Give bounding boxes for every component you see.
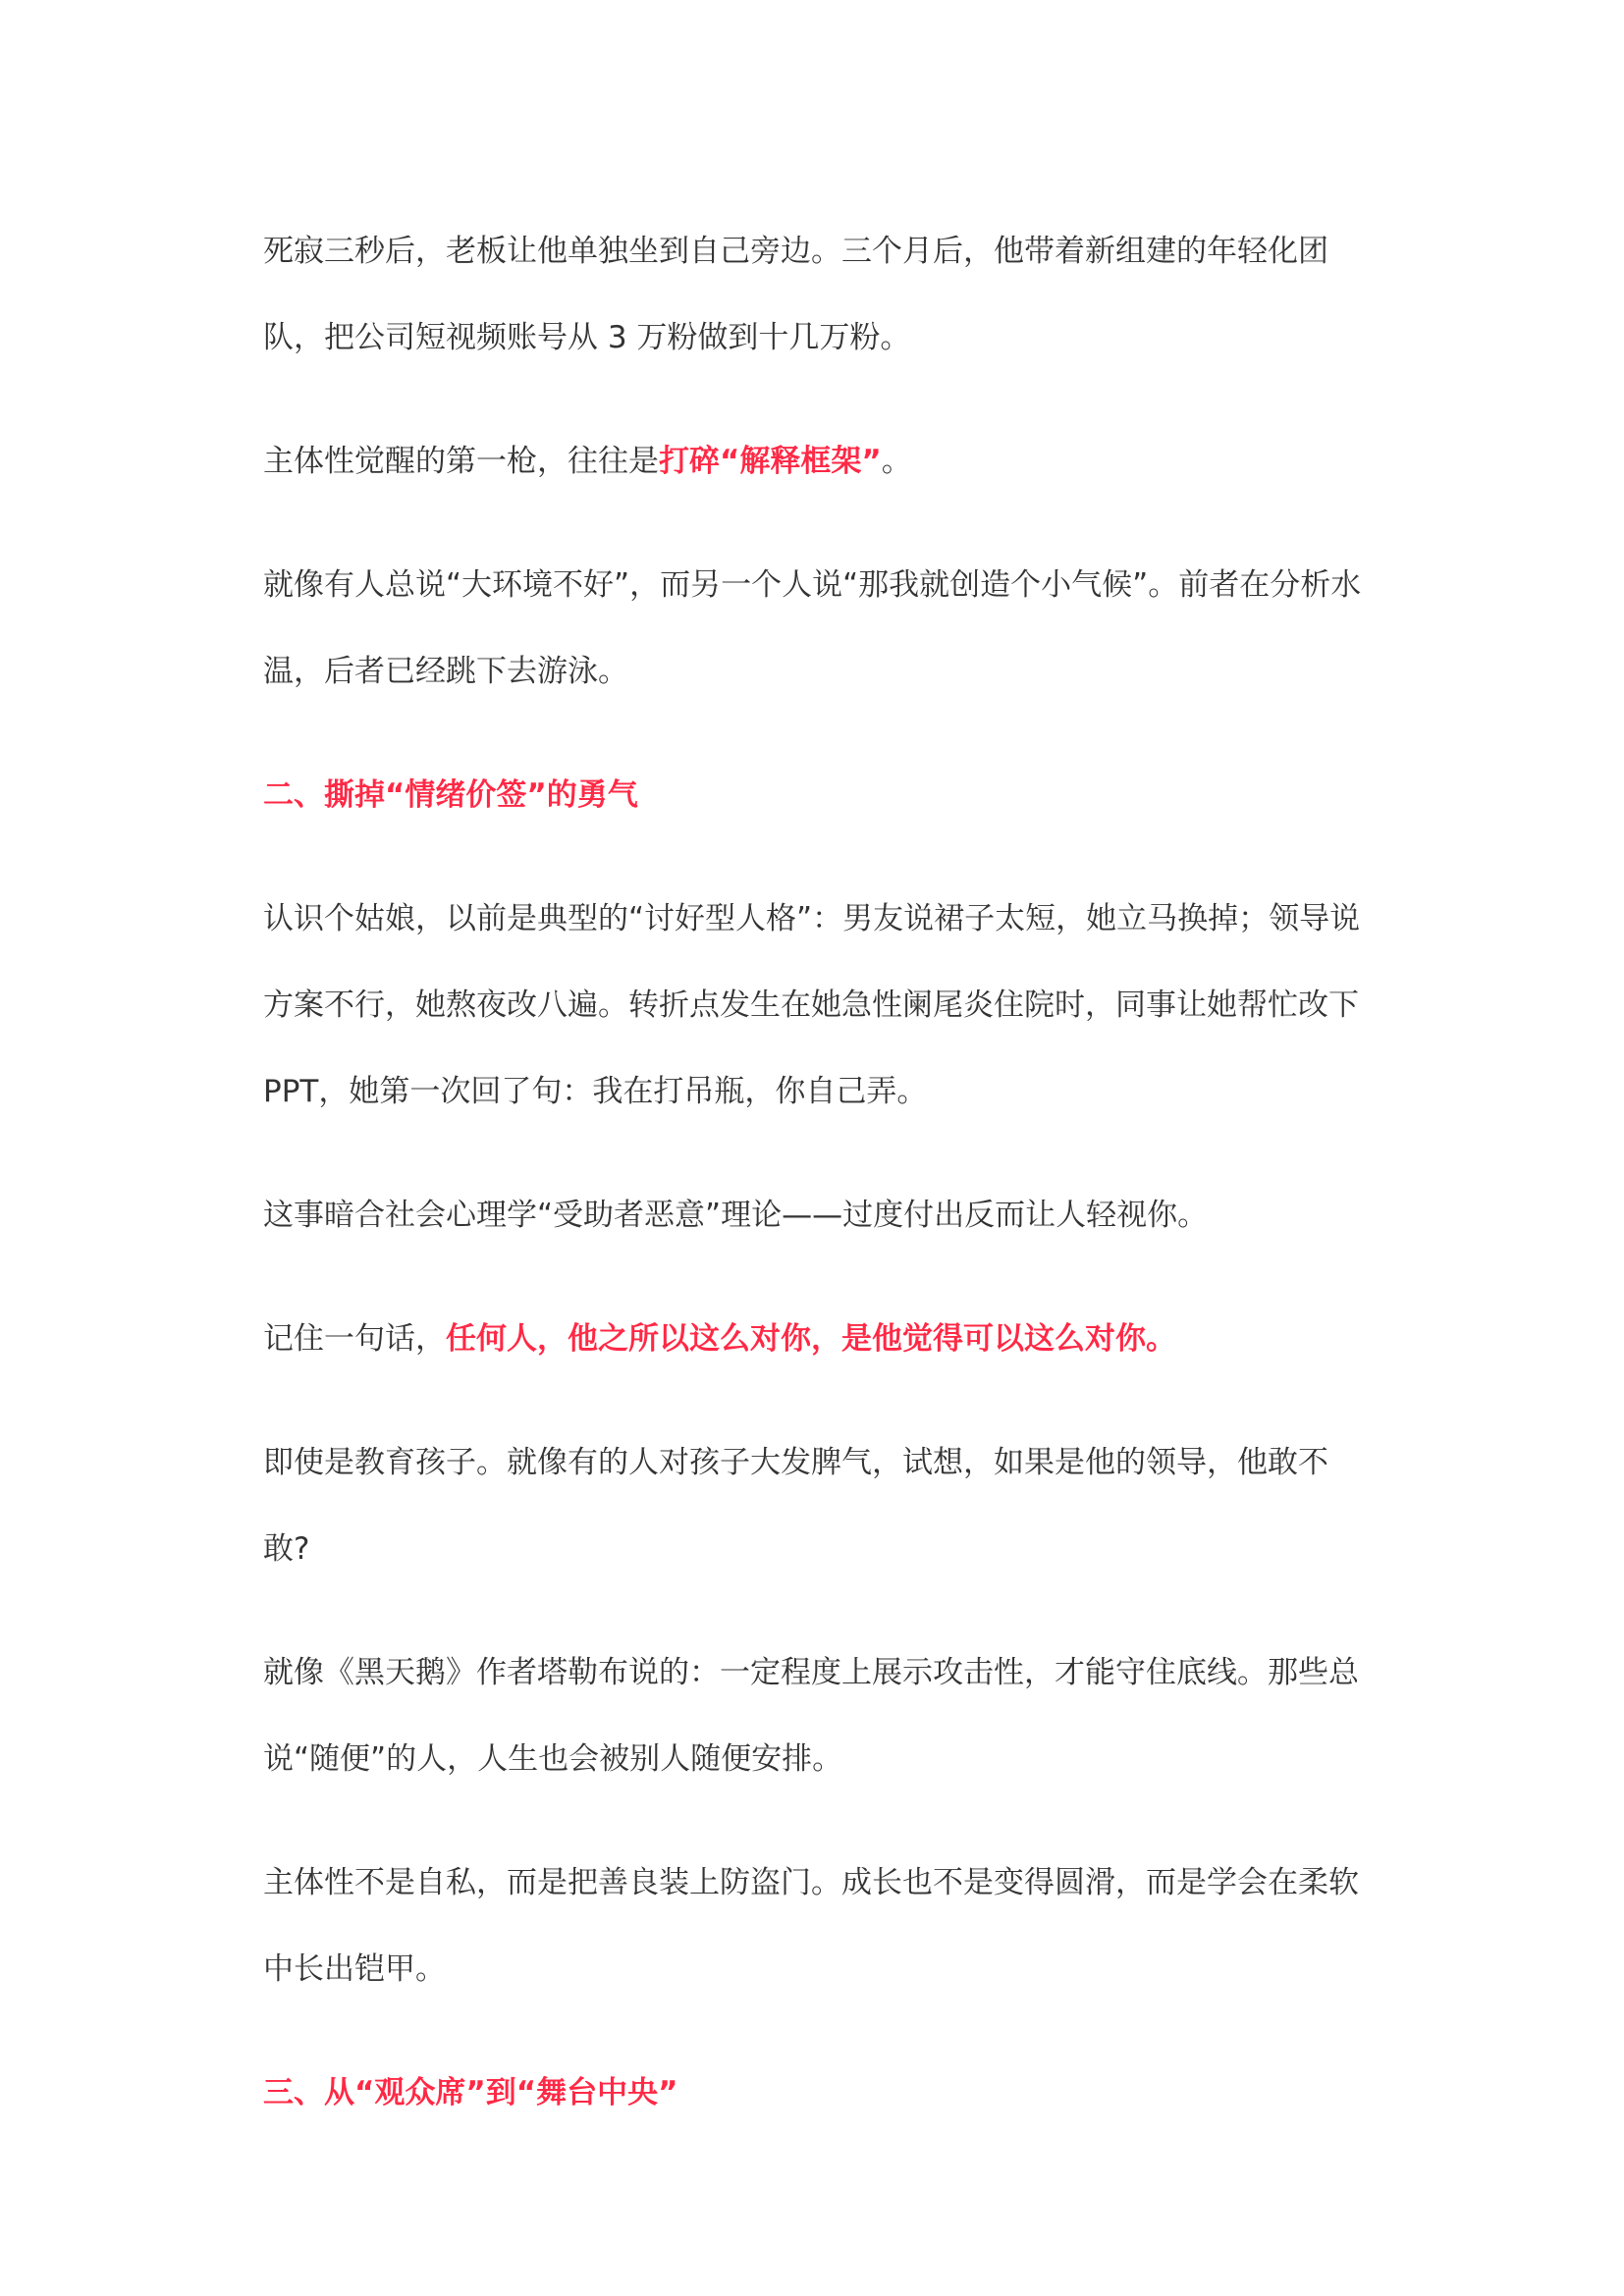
document-page [263, 208, 1368, 2136]
paragraph-text: 记住一句话， [263, 1321, 446, 1357]
paragraph-parenting: 即使是教育孩子。就像有的人对孩子大发脾气，试想，如果是他的领导，他敢不敢? [263, 1445, 1328, 1567]
paragraph-black-swan: 就像《黑天鹅》作者塔勒布说的：一定程度上展示攻击性，才能守住底线。那些总说“随便”的人，人生也会被别人随便安排。 [263, 1655, 1359, 1777]
paragraph-agency: 主体性不是自私，而是把善良装上防盗门。成长也不是变得圆滑，而是学会在柔软中长出铠甲。 [263, 1865, 1359, 1987]
paragraph-pleaser-story: 认识个姑娘，以前是典型的“讨好型人格”：男友说裙子太短，她立马换掉；领导说方案不行，她熬夜改八遍。转折点发生在她急性阑尾炎住院时，同事让她帮忙改下 PPT，她第一次回了句：我在打吊瓶，你自己弄。 [263, 901, 1361, 1109]
section-heading-2: 二、撕掉“情绪价签”的勇气 [263, 777, 638, 813]
paragraph-first-shot [263, 418, 1368, 505]
highlighted-text: 打碎“解释框架” [659, 444, 882, 479]
paragraph-psychology-theory: 这事暗合社会心理学“受助者恶意”理论——过度付出反而让人轻视你。 [263, 1198, 1209, 1233]
highlighted-text: 任何人，他之所以这么对你，是他觉得可以这么对你。 [446, 1321, 1176, 1357]
section-heading-3: 三、从“观众席”到“舞台中央” [263, 2075, 678, 2110]
paragraph-text: 。 [881, 444, 912, 479]
paragraph-boss-reaction: 死寂三秒后，老板让他单独坐到自己旁边。三个月后，他带着新组建的年轻化团队，把公司短视频账号从 3 万粉做到十几万粉。 [263, 234, 1328, 355]
paragraph-remember [263, 1296, 1368, 1382]
paragraph-environment: 就像有人总说“大环境不好”，而另一个人说“那我就创造个小气候”。前者在分析水温，后者已经跳下去游泳。 [263, 567, 1362, 689]
paragraph-text: 主体性觉醒的第一枪，往往是 [263, 444, 659, 479]
